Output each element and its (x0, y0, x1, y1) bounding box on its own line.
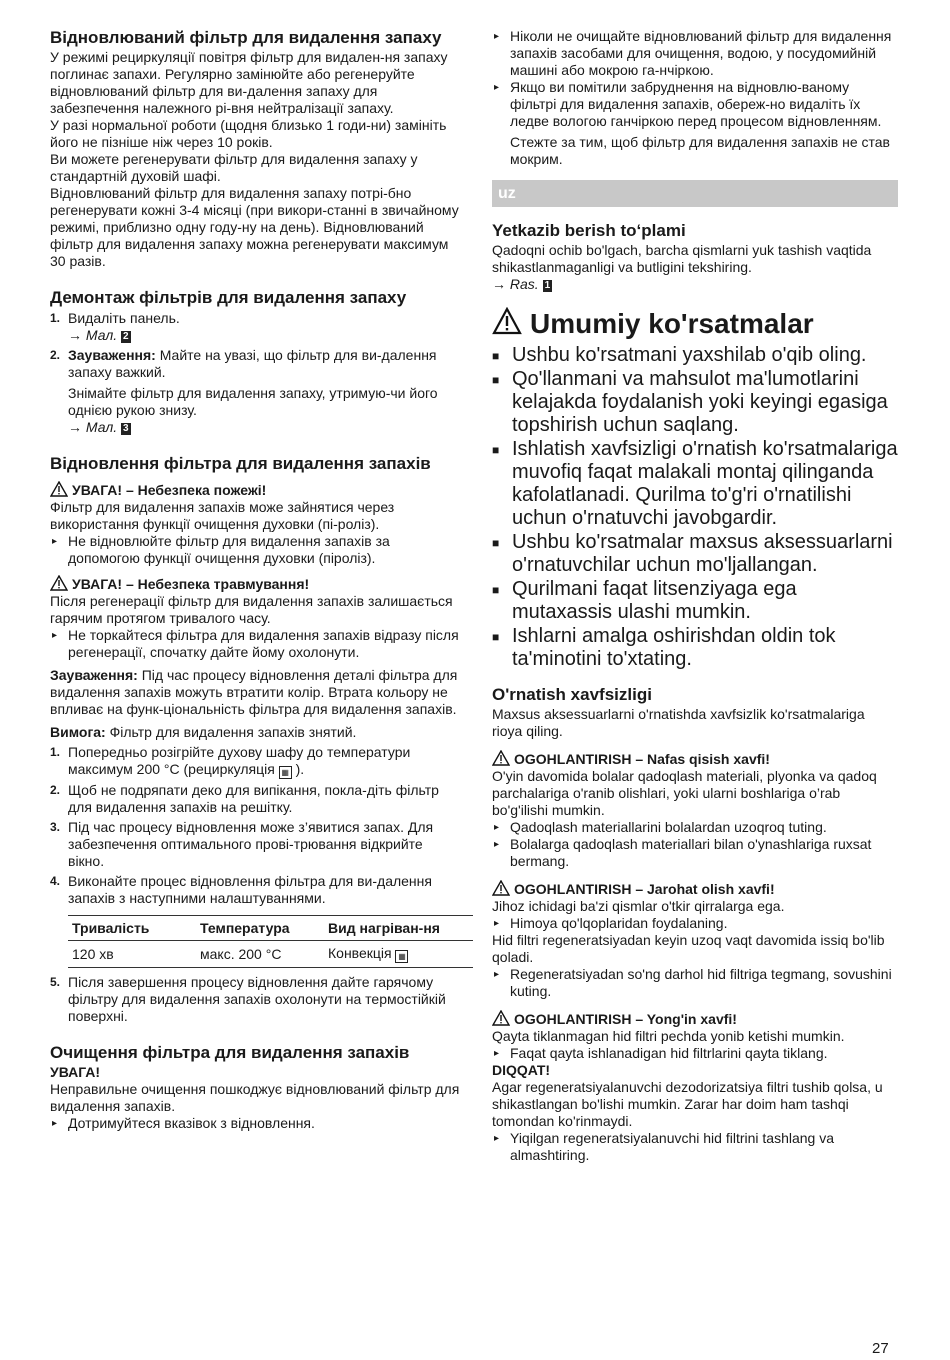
bullet-item: ▸ Bolalarga qadoqlash materiallari bilan o'ynashlariga ruxsat bermang. (492, 836, 898, 870)
language-bar: uz (492, 180, 898, 207)
warning-heading: OGOHLANTIRISH – Yong'in xavfi! (492, 1010, 898, 1028)
step-item: 5. Після завершення процесу відновлення дайте гарячому фільтру для видалення запахів охолонути на термостійкій поверхні. (50, 974, 446, 1024)
step-item: 1. Попередньо розігрійте духову шафу до температури максимум 200 °C (рециркуляція ▦ ). (50, 744, 411, 777)
list-item: ■ Ishlarni amalga oshirishdan oldin tok ta'minotini to'xtating. (492, 625, 898, 671)
section-title: Yetkazib berish to‘plami (492, 221, 686, 240)
table-header: Тривалість (68, 916, 196, 941)
paragraph: Maxsus aksessuarlarni o'rnatishda xavfsizlik ko'rsatmalariga rioya qiling. (492, 706, 865, 739)
section-title: O'rnatish xavfsizligi (492, 685, 652, 704)
bullet-item: ▸ Не торкайтеся фільтра для видалення запахів відразу після регенерації, спочатку дайте йому охолонути. (50, 627, 460, 661)
paragraph: У разі нормальної роботи (щодня близько 1 годи-ни) замініть його не пізніше ніж через 10 років. (50, 117, 447, 150)
paragraph: Відновлюваний фільтр для видалення запаху потрі-бно регенерувати кожні 3-4 місяці (при викори-станні в звичайному режимі, приблизно одну году-ну на день). Відновлюваний фільтр для видалення запаху можна регенерувати максимум 30 разів. (50, 185, 459, 269)
list-item: ■ Qo'llanmani va mahsulot ma'lumotlarini kelajakda foydalanish yoki keyingi egasiga topshirish uchun saqlang. (492, 368, 898, 437)
paragraph: Qadoqni ochib bo'lgach, barcha qismlarni yuk tashish vaqtida shikastlanmaganligi va butligini tekshiring. (492, 242, 872, 275)
bullet-item: ▸ Faqat qayta ishlanadigan hid filtrlarini qayta tiklang. (492, 1045, 898, 1062)
left-column (50, 28, 460, 1132)
step-item: 3. Під час процесу відновлення може з’явитися запах. Для забезпечення оптимального прові-трювання відкрийте вікно. (50, 819, 434, 869)
paragraph: Неправильне очищення пошкоджує відновлюваний фільтр для видалення запахів. (50, 1081, 460, 1114)
page-number: 27 (872, 1340, 889, 1357)
table-header: Вид нагріван-ня (324, 916, 473, 941)
bullet-item: ▸ Yiqilgan regeneratsiyalanuvchi hid filtrini tashlang va almashtiring. (492, 1130, 898, 1164)
figure-reference: → Мал. 2 (68, 327, 129, 343)
paragraph: Стежте за тим, щоб фільтр для видалення запахів не став мокрим. (510, 134, 890, 167)
figure-reference: → Мал. 3 (68, 419, 129, 435)
convection-icon: ▦ (395, 950, 408, 963)
warning-heading: УВАГА! – Небезпека травмування! (50, 575, 460, 593)
paragraph: O'yin davomida bolalar qadoqlash materiali, plyonka va qadoq parchalariga o'ranib olishlari, yoki ularni boshlariga o’rab bo'g'ilishi mumkin. (492, 768, 877, 818)
table-header: Температура (196, 916, 324, 941)
requirement-paragraph: Вимога: Фільтр для видалення запахів знятий. (50, 724, 357, 740)
paragraph: Jihoz ichidagi ba'zi qismlar o'tkir qirralarga ega. (492, 898, 785, 914)
bullet-item: ▸ Qadoqlash materiallarini bolalardan uzoqroq tuting. (492, 819, 898, 836)
bullet-item: ▸ Regeneratsiyadan so'ng darhol hid filtriga tegmang, sovushini kuting. (492, 966, 898, 1000)
figure-reference: → Ras. 1 (492, 276, 551, 292)
section-title: Відновлення фільтра для видалення запахів (50, 454, 431, 473)
bullet-item: ▸ Дотримуйтеся вказівок з відновлення. (50, 1115, 460, 1132)
table-cell: 120 хв (68, 941, 196, 968)
section-title: Очищення фільтра для видалення запахів (50, 1043, 410, 1062)
figure-number: 2 (123, 331, 129, 342)
bullet-item: ▸ Himoya qo'lqoplaridan foydalaning. (492, 915, 898, 932)
list-item: ■ Ushbu ko'rsatmani yaxshilab o'qib oling. (492, 344, 898, 367)
warning-icon (50, 481, 68, 497)
bullet-item: ▸ Якщо ви помітили забруднення на відновлю-ваному фільтрі для видалення запахів, обереж-но видаліть їх ледве вологою ганчіркою перед процесом відновленням. (492, 79, 898, 130)
warning-icon (492, 307, 522, 335)
figure-number: 3 (123, 423, 129, 434)
section-title: Демонтаж фільтрів для видалення запаху (50, 288, 407, 307)
paragraph: Знімайте фільтр для видалення запаху, утримую-чи його однією рукою знизу. (68, 385, 438, 418)
right-column (492, 28, 898, 1164)
warning-icon (492, 880, 510, 896)
paragraph: У режимі рециркуляції повітря фільтр для видален-ня запаху поглинає запахи. Регулярно замінюйте або регенеруйте відновлюваний фільтр для ви-далення запаху для забезпечення належного рі-вня нейтралізації запаху. (50, 49, 448, 116)
main-heading: Umumiy ko'rsatmalar (492, 307, 898, 340)
step-item: 4. Виконайте процес відновлення фільтра для ви-далення запахів з наступними налаштуваннями. (50, 873, 432, 906)
figure-number: 1 (544, 280, 551, 291)
step-item: 1. Видаліть панель. (50, 310, 180, 326)
note-paragraph: Зауваження: Під час процесу відновлення деталі фільтра для видалення запахів можуть втратити колір. Втрата кольору не впливає на функ-ціональність фільтра для видалення запахів. (50, 667, 458, 717)
list-item: ■ Ishlatish xavfsizligi o'rnatish ko'rsatmalariga muvofiq faqat malakali montaj qilinganda kafolatlanadi. Qurilma to'g'ri o'rnatilishi uchun o'rnatuvchi javobgardir. (492, 438, 898, 530)
bullet-item: ▸ Не відновлюйте фільтр для видалення запахів за допомогою функції очищення духовки (піроліз). (50, 533, 460, 567)
paragraph: Фільтр для видалення запахів може зайнятися через використання функції очищення духовки (пі-роліз). (50, 499, 395, 532)
section-title: Відновлюваний фільтр для видалення запаху (50, 28, 442, 47)
list-item: ■ Qurilmani faqat litsenziyaga ega mutaxassis ulashi mumkin. (492, 578, 898, 624)
warning-label: УВАГА! (50, 1064, 101, 1080)
list-item: ■ Ushbu ko'rsatmalar maxsus aksessuarlarni o'rnatuvchilar uchun mo'ljallangan. (492, 531, 898, 577)
paragraph: Qayta tiklanmagan hid filtri pechda yonib ketishi mumkin. (492, 1028, 845, 1044)
bullet-item: ▸ Ніколи не очищайте відновлюваний фільтр для видалення запахів засобами для очищення, водою, у посудомийній машині або мокрою га-нчіркою. (492, 28, 898, 79)
warning-icon (492, 750, 510, 766)
table-cell: Конвекція ▦ (324, 941, 473, 968)
warning-icon (492, 1010, 510, 1026)
table-row (68, 941, 473, 968)
paragraph: Agar regeneratsiyalanuvchi dezodorizatsiya filtri tushib qolsa, u shikastlangan bo'lishi mumkin. Zarar har doim ham tashqi tomondan ko'rinmaydi. (492, 1079, 883, 1129)
step-item: 2. Щоб не подряпати деко для випікання, покла-діть фільтр для видалення запахів на решітку. (50, 782, 439, 815)
paragraph: Після регенерації фільтр для видалення запахів залишається гарячим протягом тривалого часу. (50, 593, 453, 626)
warning-heading: OGOHLANTIRISH – Nafas qisish xavfi! (492, 750, 898, 768)
warning-icon (50, 575, 68, 591)
paragraph: Ви можете регенерувати фільтр для видалення запаху у стандартній духовій шафі. (50, 151, 418, 184)
warning-heading: УВАГА! – Небезпека пожежі! (50, 481, 460, 499)
step-item: 2. Зауваження: Майте на увазі, що фільтр для ви-далення запаху важкий. (50, 347, 437, 380)
warning-heading: OGOHLANTIRISH – Jarohat olish xavfi! (492, 880, 898, 898)
convection-icon: ▦ (279, 766, 292, 779)
notice-label: DIQQAT! (492, 1062, 551, 1078)
settings-table (68, 915, 473, 968)
paragraph: Hid filtri regeneratsiyadan keyin uzoq vaqt davomida issiq bo'lib qoladi. (492, 932, 885, 965)
table-cell: макс. 200 °C (196, 941, 324, 968)
